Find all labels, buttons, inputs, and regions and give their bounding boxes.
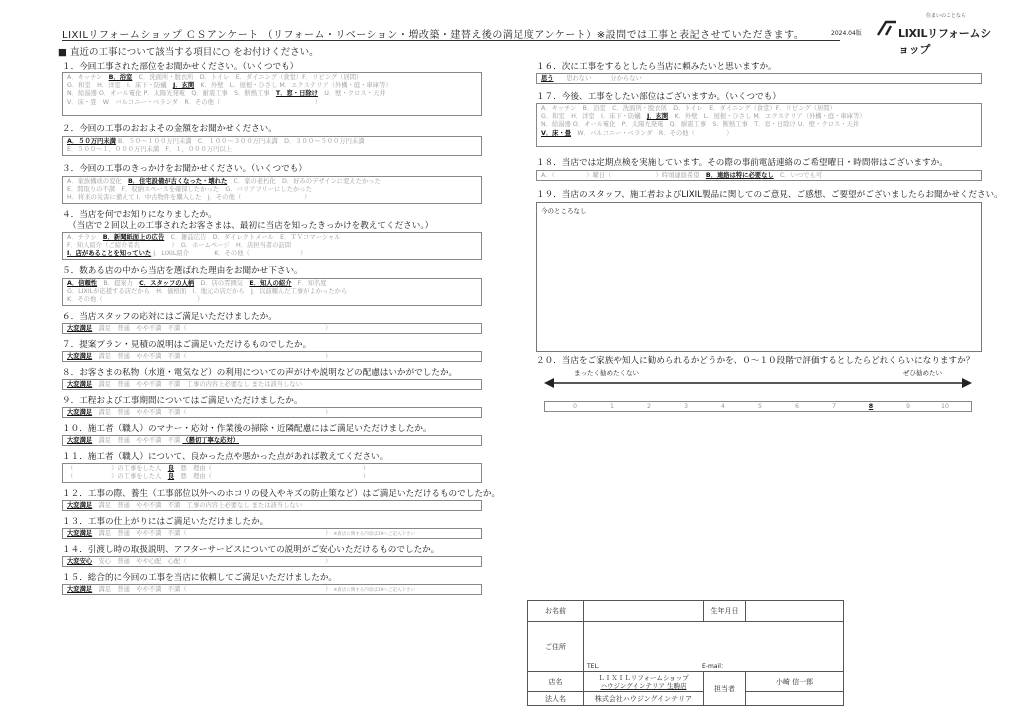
- question-19: １９．当店のスタッフ、施工者およびLIXIL製品に関してのご意見、ご感想、ご要望がございましたらお聞かせください。: [536, 190, 1003, 200]
- question-20: ２０．当店をご家族や知人に勧められるかどうかを、０～１０段階で評価するとしたらどれくらいになりますか？: [536, 356, 975, 366]
- selected-option[interactable]: B．浴室: [108, 74, 133, 81]
- staff-label: 担当者: [704, 672, 746, 706]
- store-name-line2: ハウジングインテリア 生駒店: [600, 681, 687, 690]
- option-line[interactable]: E．間取りの不満 F．収納スペースを確保したかった G．バリアフリーにしたかった: [67, 186, 312, 194]
- birth-label: 生年月日: [704, 601, 746, 622]
- option-line[interactable]: 満足 普通 やや不満 不満（ ）: [92, 409, 332, 416]
- question-4-subtext: （当店で２回以上の工事されたお客さまは、最初に当店を知ったきっかけを教えてください。）: [68, 221, 434, 231]
- address-field[interactable]: [584, 622, 844, 672]
- answer-box-2: [62, 136, 482, 156]
- option-line[interactable]: 満足 普通 やや不満 不満 工事の内容上必要なし または該当しない: [92, 381, 302, 388]
- page-title: LIXILリフォームショップ ＣＳアンケート （リフォーム・リベーション・増改築・建替え後の満足度アンケート）※設問では工事と表記させていただきます。: [62, 30, 805, 41]
- answer-box-1: [62, 72, 482, 116]
- question-10: １０．施工者（職人）のマナー・応対・作業後の掃除・近隣配慮にはご満足いただけましたか。: [62, 424, 432, 434]
- selected-option[interactable]: 大変満足: [67, 325, 93, 332]
- selected-option[interactable]: I．店があることを知っていた: [67, 250, 152, 258]
- worker-field[interactable]: （ ）の工事をした人: [67, 465, 162, 472]
- comment-text[interactable]: （懇切丁寧な応対）: [182, 437, 240, 444]
- option-line[interactable]: 満足 普通 やや不満 不満（ ）: [92, 586, 332, 593]
- name-field[interactable]: [584, 601, 704, 622]
- question-2: ２．今回の工事のおおよその金額をお聞かせください。: [62, 124, 277, 134]
- answer-box-17: [536, 103, 982, 147]
- store-name-line1: ＬＩＸＩＬリフォームショップ: [598, 673, 689, 682]
- option-line[interactable]: E．５００～１，０００万円未満 F．１，０００万円以上: [67, 146, 233, 154]
- worker-field[interactable]: （ ）の工事をした人: [67, 473, 162, 481]
- customer-info-table: [527, 600, 844, 706]
- option-line[interactable]: 満足 普通 やや不満 不満: [92, 437, 181, 444]
- rating-option-1[interactable]: 1: [609, 403, 614, 410]
- answer-box-8: [62, 379, 482, 390]
- rating-option-10[interactable]: 10: [940, 403, 949, 410]
- selected-option[interactable]: B．新聞紙面上の広告: [102, 234, 165, 241]
- question-12: １２．工事の際、養生（工事部位以外へのホコリの侵入やキズの防止策など）はご満足いただけるものでしたか。: [62, 489, 501, 499]
- header-rule: [62, 40, 840, 41]
- answer-box-9: [62, 407, 482, 418]
- selected-option[interactable]: V．床・畳: [541, 129, 572, 137]
- option-line[interactable]: K．その他（ ）: [67, 296, 204, 304]
- selected-option[interactable]: 大変安心: [67, 558, 93, 565]
- selected-option[interactable]: 大変満足: [67, 353, 93, 360]
- reason-field[interactable]: 悪 理由（ ）: [180, 465, 370, 472]
- intro-text: ■ 直近の工事について該当する項目に○ をお付けください。: [58, 47, 319, 58]
- option[interactable]: A．チラシ: [67, 234, 97, 241]
- store-label: 店名: [528, 672, 584, 692]
- selected-option[interactable]: J．玄関: [172, 82, 195, 90]
- selected-option[interactable]: 大変満足: [67, 502, 93, 509]
- answer-box-6: [62, 323, 482, 334]
- birth-field[interactable]: [746, 601, 844, 622]
- question-13: １３．工事の仕上がりにはご満足いただけましたか。: [62, 517, 269, 527]
- selected-option[interactable]: A．５０万円未満: [67, 138, 116, 145]
- question-4: ４．当店を何でお知りになりましたか。: [62, 210, 217, 220]
- reason-field[interactable]: 悪 理由（ ）: [180, 473, 370, 481]
- option[interactable]: G．和室 H．洋室 I．床下・防蟻: [541, 113, 641, 121]
- question-16: １６．次に工事をするとしたら当店に頼みたいと思いますか。: [536, 62, 777, 72]
- option[interactable]: C．いつでも可: [779, 172, 823, 179]
- selected-option[interactable]: 大変満足: [67, 409, 93, 416]
- option[interactable]: N．給湯器 O．オール電化 P．太陽光発電 Q．耐震工事 S．断熱工事: [67, 90, 270, 98]
- option-line[interactable]: 満足 普通 やや不満 不満（ ）: [92, 530, 332, 537]
- selected-option[interactable]: J．玄関: [646, 113, 669, 121]
- selected-option[interactable]: C．スタッフの人柄: [139, 280, 195, 287]
- rating-options: [544, 401, 972, 412]
- answer-box-16: [536, 73, 982, 84]
- option-line[interactable]: 満足 普通 やや不満 不満 工事の内容上必要なし または該当しない: [92, 502, 302, 509]
- selected-option[interactable]: A．信頼性: [67, 280, 98, 287]
- rating-option-5[interactable]: 5: [757, 403, 762, 410]
- selected-option[interactable]: 良: [167, 473, 175, 481]
- question-14: １４．引渡し時の取扱説明、アフターサービスについての説明がご安心いただけるものでしたか。: [62, 545, 440, 555]
- header: [62, 26, 990, 40]
- selected-option[interactable]: 大変満足: [67, 530, 93, 537]
- rating-option-4[interactable]: 4: [720, 403, 725, 410]
- version-date: 2024.04版: [831, 30, 862, 37]
- option-line[interactable]: 満足 普通 やや不満 不満（ ）: [92, 353, 332, 360]
- scale-low-label: まったく勧めたくない: [574, 369, 639, 377]
- option[interactable]: K．外壁 L．屋根・ひさし M．エクステリア（外構・庭・車庫等）: [674, 113, 866, 121]
- corp-label: 法人名: [528, 692, 584, 706]
- option[interactable]: A．（ ）曜日（ ）時頃連絡希望: [541, 172, 700, 179]
- answer-box-10: [62, 435, 482, 446]
- option[interactable]: C．洗面所・脱衣所 D．トイレ E．ダイニング（食堂）F．リビング（居間）: [138, 74, 363, 81]
- answer-box-5: [62, 278, 482, 306]
- store-name: [584, 672, 704, 692]
- rating-option-2[interactable]: 2: [646, 403, 651, 410]
- selected-option[interactable]: 大変満足: [67, 381, 93, 388]
- question-1: １．今回工事された部位をお聞かせください。（いくつでも）: [62, 62, 299, 72]
- option-line[interactable]: A．キッチン B．浴室 C．洗面所・脱衣所 D．トイレ E．ダイニング（食堂）F．リビング（居間）: [541, 105, 836, 112]
- answer-box-3: [62, 176, 482, 204]
- rating-option-0[interactable]: 0: [572, 403, 577, 410]
- option-line[interactable]: 満足 普通 やや不満 不満（ ）: [92, 325, 332, 332]
- option-line[interactable]: H．将来の災害に備えて I．中古物件を購入した J．その他（ ）: [67, 194, 311, 202]
- answer-box-4: [62, 232, 482, 260]
- double-arrow-icon: [544, 376, 972, 390]
- corp-name: 株式会社ハウジングインテリア: [584, 692, 704, 706]
- selected-option[interactable]: B．住宅設備が古くなった・壊れた: [127, 178, 228, 185]
- question-6: ６．当店スタッフの応対にはご満足いただけましたか。: [62, 312, 277, 322]
- question-15: １５．総合的に今回の工事を当店に依頼してご満足いただけましたか。: [62, 573, 338, 583]
- staff-extra: [746, 692, 844, 706]
- staff-name: 小崎 信一郎: [746, 672, 844, 692]
- option[interactable]: J．LIXIL紹介 K．その他（ ）: [153, 250, 307, 258]
- comment-text: 今のところなし: [541, 207, 587, 215]
- option-line[interactable]: F．知人紹介（ご紹介者名 ） G．ホームページ H．店担当者の訪問: [67, 242, 292, 250]
- question-18: １８．当店では定期点検を実施しています。その際の事前電話連絡のご希望曜日・時間帯はございますか。: [536, 158, 948, 168]
- option[interactable]: W．バルコニー・ベランダ R．その他（ ）: [577, 129, 733, 137]
- rating-option-9[interactable]: 9: [905, 403, 910, 410]
- answer-box-14: [62, 556, 482, 567]
- note-text: ※貴店に関する内容は19へご記入下さい: [333, 532, 415, 537]
- answer-box-18: [536, 170, 982, 181]
- rating-option-3[interactable]: 3: [683, 403, 688, 410]
- email-label: E-mail：: [702, 663, 727, 670]
- answer-box-7: [62, 351, 482, 362]
- comment-textarea[interactable]: [536, 202, 982, 352]
- question-11: １１．施工者（職人）について、良かった点や悪かった点があれば教えてください。: [62, 452, 389, 462]
- selected-option[interactable]: 大変満足: [67, 586, 93, 593]
- rating-option-8[interactable]: 8: [868, 403, 874, 410]
- answer-box-15: [62, 584, 482, 595]
- option[interactable]: C．家の老朽化 D．好みのデザインに変えたかった: [233, 178, 381, 185]
- answer-box-11: [62, 463, 482, 483]
- question-17: １７．今後、工事をしたい部位はございますか。（いくつでも）: [536, 92, 781, 102]
- option[interactable]: F．知名度: [297, 280, 327, 287]
- option[interactable]: C．雑誌広告 D．ダイレクトメール E．ＴＶコマーシャル: [170, 234, 341, 241]
- option[interactable]: K．外壁 L．屋根・ひさし M．エクステリア（外構・庭・車庫等）: [200, 82, 392, 90]
- selected-option[interactable]: 思う: [541, 75, 554, 82]
- option-line[interactable]: 安心 普通 やや心配 心配（ ）: [92, 558, 332, 565]
- tel-label: TEL．: [587, 663, 604, 670]
- logo: [868, 12, 996, 56]
- scale-high-label: ぜひ勧めたい: [903, 369, 942, 377]
- option-line[interactable]: 思わない 分からない: [553, 75, 642, 82]
- selected-option[interactable]: B．連絡は特に必要なし: [705, 172, 774, 179]
- option[interactable]: A．家族構成の変化: [67, 178, 122, 185]
- selected-option[interactable]: T．窓・日除け: [275, 90, 318, 98]
- note-text: ※貴店に関する内容は19へご記入下さい: [333, 588, 415, 593]
- option-line[interactable]: N．給湯器 O．オール電化 P．太陽光発電 Q．耐震工事 S．断熱工事 T．窓・日除け U．壁・クロス・天井: [541, 121, 860, 129]
- rating-option-7[interactable]: 7: [831, 403, 836, 410]
- option[interactable]: G．和室 H．洋室 I．床下・防蟻: [67, 82, 167, 90]
- option[interactable]: B．提案力: [103, 280, 133, 287]
- selected-option[interactable]: 良: [167, 465, 175, 472]
- selected-option[interactable]: 大変満足: [67, 437, 93, 444]
- logo-name: LIXILリフォームショップ: [898, 27, 991, 56]
- question-9: ９．工程および工事期間についてはご満足いただけましたか。: [62, 396, 303, 406]
- option[interactable]: A．キッチン: [67, 74, 103, 81]
- option[interactable]: B．５０～１００万円未満 C．１００～３００万円未満 D．３００～５００万円未満: [117, 138, 365, 145]
- option[interactable]: D．店の雰囲気: [200, 280, 244, 287]
- rating-scale: [544, 368, 972, 398]
- address-label: ご住所: [528, 622, 584, 672]
- rating-option-6[interactable]: 6: [794, 403, 799, 410]
- question-7: ７．提案プラン・見積の説明はご満足いただけるものでしたか。: [62, 340, 312, 350]
- name-label: お名前: [528, 601, 584, 622]
- question-5: ５．数ある店の中から当店を選ばれた理由をお聞かせ下さい。: [62, 266, 303, 276]
- question-8: ８．お客さまの私物（水道・電気など）の利用についての声がけや説明などの配慮はいかがでしたか。: [62, 368, 458, 378]
- logo-tagline: 住まいのことなら: [926, 13, 967, 19]
- option[interactable]: U．壁・クロス・天井: [324, 90, 386, 98]
- answer-box-13: [62, 528, 482, 539]
- option-line[interactable]: G．LIXILが応援する店だから H．価格面 I．地元の店だから J．以前頼んだ工事がよかったから: [67, 288, 348, 296]
- option-line[interactable]: V．床・畳 W．バルコニー・ベランダ R．その他（ ）: [67, 98, 321, 106]
- question-3: ３．今回の工事のきっかけをお聞かせください。（いくつでも）: [62, 164, 307, 174]
- logo-swoosh-icon: [876, 19, 898, 37]
- answer-box-12: [62, 500, 482, 511]
- selected-option[interactable]: E．知人の紹介: [249, 280, 292, 287]
